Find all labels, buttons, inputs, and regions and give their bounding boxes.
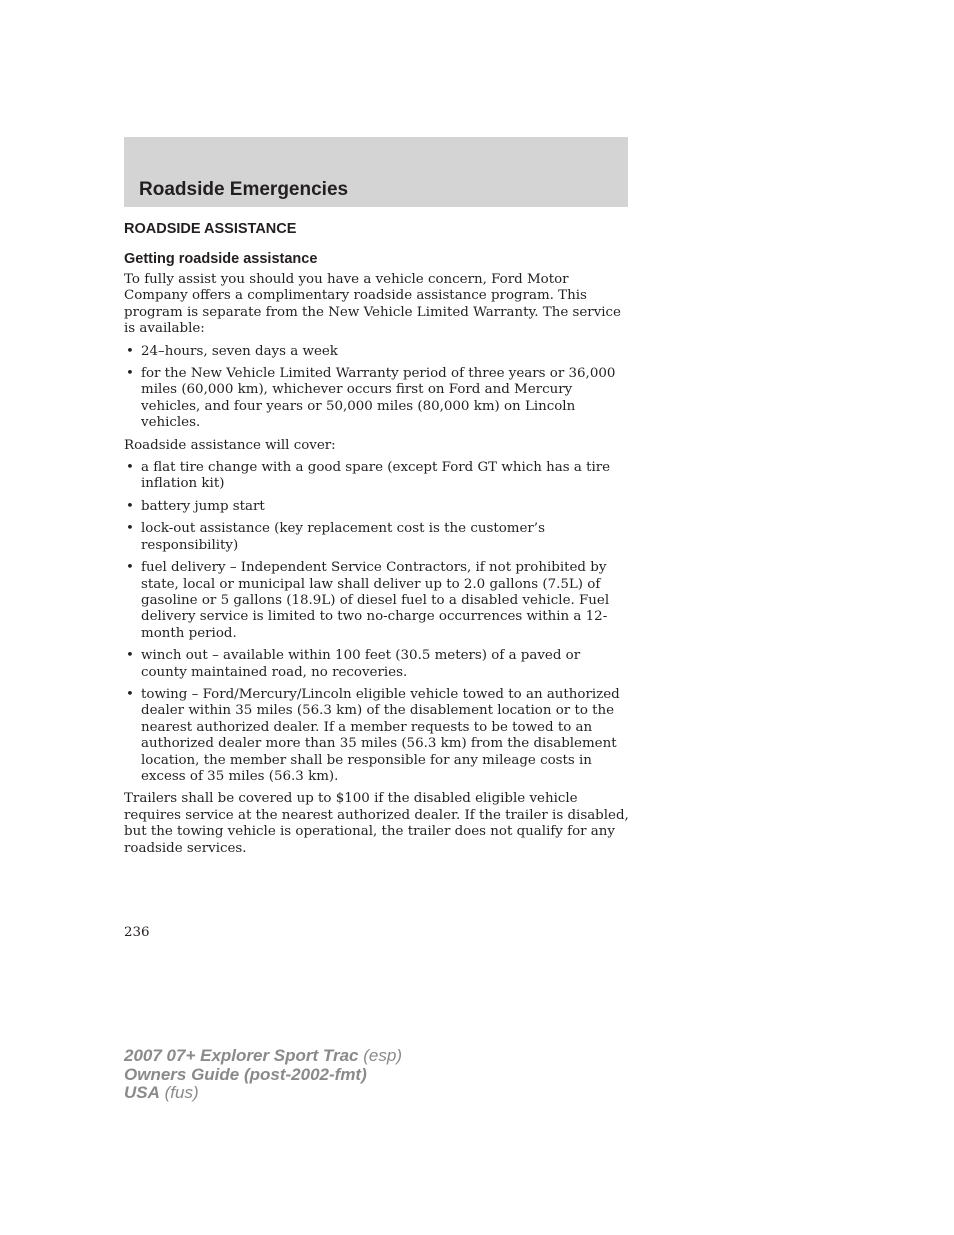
list-item [124,521,630,554]
bullet-icon: • [126,521,134,537]
availability-list [124,344,630,432]
footer-model-code: (esp) [363,1046,402,1065]
list-item [124,344,630,360]
footer-model: 2007 07+ Explorer Sport Trac [124,1046,359,1065]
section-heading: ROADSIDE ASSISTANCE [124,221,297,237]
list-item-text: lock-out assistance (key replacement cost is the customer’s responsibility) [141,521,545,553]
trailers-paragraph: Trailers shall be covered up to $100 if the disabled eligible vehicle requires service at the nearest authorized dealer. If the trailer is disabled, but the towing vehicle is operational, the trailer does not qualify for any roadside services. [124,791,629,856]
sub-heading: Getting roadside assistance [124,251,318,267]
chapter-header-band [124,137,628,207]
list-item [124,687,630,785]
bullet-icon: • [126,686,134,702]
page-content [124,220,630,863]
footer-line-2 [124,1066,402,1085]
list-item [124,366,630,432]
footer-line-3 [124,1084,402,1103]
page-number: 236 [124,925,150,940]
cover-intro: Roadside assistance will cover: [124,437,336,453]
list-item-text: 24–hours, seven days a week [141,343,338,359]
footer-guide: Owners Guide (post-2002-fmt) [124,1064,367,1084]
list-item-text: a flat tire change with a good spare (except Ford GT which has a tire inflation kit) [141,460,611,492]
list-item [124,560,630,642]
bullet-icon: • [126,560,134,576]
footer-market: USA [124,1083,160,1102]
list-item-text: for the New Vehicle Limited Warranty period of three years or 36,000 miles (60,000 km), whichever occurs first on Ford and Mercury vehicles, and four years or 50,000 miles (80,000 km) on Lincoln vehicles. [141,366,616,431]
list-item [124,499,630,515]
intro-paragraph: To fully assist you should you have a vehicle concern, Ford Motor Company offers a complimentary roadside assistance program. This program is separate from the New Vehicle Limited Warranty. The service is available: [124,272,621,337]
bullet-icon: • [126,366,134,382]
list-item-text: fuel delivery – Independent Service Contractors, if not prohibited by state, local or municipal law shall deliver up to 2.0 gallons (7.5L) of gasoline or 5 gallons (18.9L) of diesel fuel to a disabled vehicle. Fuel delivery service is limited to two no-charge occurrences within a 12-month period. [141,560,610,641]
footer-market-code: (fus) [164,1083,199,1102]
list-item [124,648,630,681]
list-item-text: winch out – available within 100 feet (30.5 meters) of a paved or county maintained road, no recoveries. [141,648,581,680]
bullet-icon: • [126,460,134,476]
list-item [124,460,630,493]
bullet-icon: • [126,498,134,514]
bullet-icon: • [126,648,134,664]
footer-line-1 [124,1047,402,1066]
bullet-icon: • [126,343,134,359]
list-item-text: towing – Ford/Mercury/Lincoln eligible vehicle towed to an authorized dealer within 35 miles (56.3 km) of the disablement location or to the nearest authorized dealer. If a member requests to be towed to an authorized dealer more than 35 miles (56.3 km) from the disablement location, the member shall be responsible for any mileage costs in excess of 35 miles (56.3 km). [141,686,620,784]
list-item-text: battery jump start [141,498,265,514]
cover-list [124,460,630,785]
chapter-title: Roadside Emergencies [139,179,349,200]
document-footer [124,1047,402,1103]
